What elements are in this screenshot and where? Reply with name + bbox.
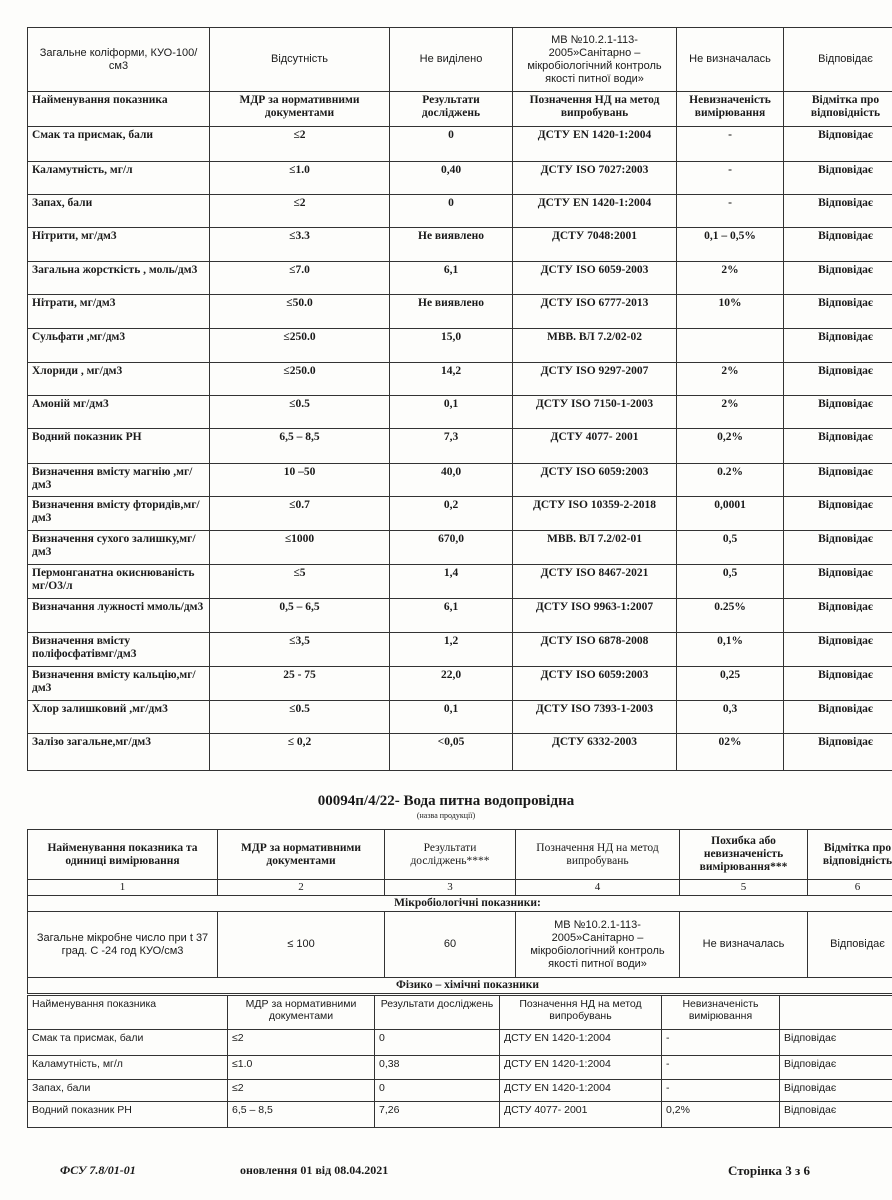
table-cell: Не виявлено xyxy=(390,295,513,329)
table-cell: ≤3.3 xyxy=(210,228,390,262)
table-cell: ДСТУ ISO 6059-2003 xyxy=(513,262,677,295)
micro-section-title xyxy=(28,896,892,912)
table-cell: Відповідає xyxy=(784,127,892,162)
table-cell: Відповідає xyxy=(784,295,892,329)
column-header: Невизначеність вимірювання xyxy=(662,996,780,1030)
micro-row xyxy=(28,912,892,978)
table-cell: 2% xyxy=(677,363,784,396)
table-cell: 25 - 75 xyxy=(210,667,390,701)
table-cell: Відповідає xyxy=(780,1030,892,1056)
table-cell: 0,40 xyxy=(390,162,513,195)
table-row xyxy=(28,262,892,295)
table-header xyxy=(28,830,892,880)
table-cell: 0,5 xyxy=(677,565,784,599)
table-cell: 0,25 xyxy=(677,667,784,701)
indicator-name: Визначення вмісту кальцію,мг/дм3 xyxy=(28,667,210,701)
table-cell: Відповідає xyxy=(784,531,892,565)
table-cell: 40,0 xyxy=(390,464,513,497)
column-header: Найменування показника xyxy=(28,92,210,127)
table-cell: - xyxy=(677,162,784,195)
column-header: Позначення НД на метод випробувань xyxy=(516,830,680,880)
column-number: 1 xyxy=(28,880,218,896)
indicator-name: Сульфати ,мг/дм3 xyxy=(28,329,210,363)
column-header: Найменування показника та одиниці вимірювання xyxy=(28,830,218,880)
column-header: Позначення НД на метод випробувань xyxy=(500,996,662,1030)
table-row xyxy=(28,295,892,329)
table-cell: Відповідає xyxy=(784,28,892,92)
table-cell: 0,0001 xyxy=(677,497,784,531)
table-cell: 1,2 xyxy=(390,633,513,667)
table-cell: - xyxy=(662,1030,780,1056)
table-cell: Відповідає xyxy=(784,429,892,464)
results-table xyxy=(27,27,892,771)
table-row xyxy=(28,531,892,565)
table-row xyxy=(28,329,892,363)
table-cell: ≤2 xyxy=(228,1030,375,1056)
table-cell: 14,2 xyxy=(390,363,513,396)
table-cell: 0,2% xyxy=(677,429,784,464)
table-cell: 02% xyxy=(677,734,784,771)
table-cell: ≤0.5 xyxy=(210,396,390,429)
table-cell: ≤3,5 xyxy=(210,633,390,667)
table-cell: ДСТУ ISO 8467-2021 xyxy=(513,565,677,599)
table-cell: ДСТУ 4077- 2001 xyxy=(513,429,677,464)
table-cell: Загальне мікробне число при t 37 град. С -24 год КУО/см3 xyxy=(28,912,218,978)
table-header xyxy=(28,92,892,127)
page-number: Сторінка 3 з 6 xyxy=(728,1163,811,1178)
indicator-name: Смак та присмак, бали xyxy=(28,1030,228,1056)
column-number: 5 xyxy=(680,880,808,896)
table-cell: 0 xyxy=(390,127,513,162)
indicator-name: Загальна жорсткість , моль/дм3 xyxy=(28,262,210,295)
table-cell: 0,1% xyxy=(677,633,784,667)
column-header: Результати досліджень**** xyxy=(385,830,516,880)
indicator-name: Пермонганатна окиснюваність мг/О3/л xyxy=(28,565,210,599)
table-cell: ДСТУ ISO 6059:2003 xyxy=(513,667,677,701)
table-cell: 0,2% xyxy=(662,1102,780,1128)
table-cell: 6,1 xyxy=(390,262,513,295)
table-cell: 0 xyxy=(375,1080,500,1102)
table-cell: Відповідає xyxy=(780,1102,892,1128)
table-cell: 0,1 – 0,5% xyxy=(677,228,784,262)
column-header xyxy=(780,996,892,1030)
table-cell: Відповідає xyxy=(784,228,892,262)
section-heading: Мікробіологічні показники: xyxy=(28,896,892,912)
table-cell: - xyxy=(662,1056,780,1080)
table-cell: ≤0.5 xyxy=(210,701,390,734)
table-cell: Відповідає xyxy=(784,497,892,531)
table-row xyxy=(28,464,892,497)
table-cell: - xyxy=(677,127,784,162)
indicator-name: Каламутність, мг/л xyxy=(28,1056,228,1080)
indicator-name: Нітрати, мг/дм3 xyxy=(28,295,210,329)
table-cell: Відповідає xyxy=(780,1056,892,1080)
table-cell: Не виявлено xyxy=(390,228,513,262)
table-cell: Відповідає xyxy=(784,363,892,396)
table-cell: Відповідає xyxy=(784,599,892,633)
column-header: Результати досліджень xyxy=(390,92,513,127)
table-cell: 2% xyxy=(677,396,784,429)
table-header xyxy=(28,996,892,1030)
product-subtitle: (назва продукції) xyxy=(416,811,476,820)
indicator-name: Запах, бали xyxy=(28,195,210,228)
table-cell: 10% xyxy=(677,295,784,329)
table-cell: ДСТУ EN 1420-1:2004 xyxy=(500,1080,662,1102)
table-cell: - xyxy=(677,195,784,228)
update-note: оновлення 01 від 08.04.2021 xyxy=(240,1163,389,1177)
column-number: 6 xyxy=(808,880,892,896)
table-cell: ДСТУ ISO 6878-2008 xyxy=(513,633,677,667)
table-cell: ≤1.0 xyxy=(228,1056,375,1080)
table-cell: 0,2 xyxy=(390,497,513,531)
table-cell: 0,5 xyxy=(677,531,784,565)
results-table-body xyxy=(28,28,892,771)
table-cell: 0 xyxy=(375,1030,500,1056)
indicator-name: Запах, бали xyxy=(28,1080,228,1102)
table-cell: Не визначалась xyxy=(680,912,808,978)
column-header: Позначення НД на метод випробувань xyxy=(513,92,677,127)
table-row xyxy=(28,565,892,599)
table-cell: МВВ. ВЛ 7.2/02-02 xyxy=(513,329,677,363)
table-cell: Відповідає xyxy=(784,701,892,734)
table-cell: 15,0 xyxy=(390,329,513,363)
table-cell: 0,1 xyxy=(390,396,513,429)
table-cell: ДСТУ EN 1420-1:2004 xyxy=(513,127,677,162)
indicator-name: Визначення сухого залишку,мг/дм3 xyxy=(28,531,210,565)
table-cell: ≤0.7 xyxy=(210,497,390,531)
column-header: МДР за нормативними документами xyxy=(218,830,385,880)
table-cell: ≤250.0 xyxy=(210,363,390,396)
column-header: Невизначеність вимірювання xyxy=(677,92,784,127)
table-cell: 6,5 – 8,5 xyxy=(210,429,390,464)
table-cell: Відповідає xyxy=(784,162,892,195)
indicator-name: Визначання лужності ммоль/дм3 xyxy=(28,599,210,633)
table-cell: 0 xyxy=(390,195,513,228)
table-cell: ДСТУ 6332-2003 xyxy=(513,734,677,771)
form-code: ФСУ 7.8/01-01 xyxy=(60,1163,136,1177)
table-cell xyxy=(677,329,784,363)
table-cell: 22,0 xyxy=(390,667,513,701)
table-cell: Відповідає xyxy=(784,565,892,599)
indicator-name: Визначення вмісту поліфосфатівмг/дм3 xyxy=(28,633,210,667)
table-cell: ДСТУ ISO 9963-1:2007 xyxy=(513,599,677,633)
indicator-name: Амоній мг/дм3 xyxy=(28,396,210,429)
table-cell: ≤1000 xyxy=(210,531,390,565)
table-cell: ≤7.0 xyxy=(210,262,390,295)
column-header: МДР за нормативними документами xyxy=(210,92,390,127)
column-header: Похибка або невизначеність вимірювання*** xyxy=(680,830,808,880)
column-header: Відмітка про відповідність xyxy=(808,830,892,880)
table-row xyxy=(28,701,892,734)
table-cell: ≤2 xyxy=(210,195,390,228)
column-number: 4 xyxy=(516,880,680,896)
table-cell: 7,26 xyxy=(375,1102,500,1128)
table-row xyxy=(28,162,892,195)
table-cell: 0.2% xyxy=(677,464,784,497)
indicator-name: Визначення вмісту фторидів,мг/дм3 xyxy=(28,497,210,531)
table-cell: ДСТУ EN 1420-1:2004 xyxy=(513,195,677,228)
phys-section-title xyxy=(28,978,892,994)
table-cell: Відповідає xyxy=(784,262,892,295)
table-cell: ДСТУ ISO 6777-2013 xyxy=(513,295,677,329)
table-cell: ДСТУ EN 1420-1:2004 xyxy=(500,1030,662,1056)
indicator-name: Визначення вмісту магнію ,мг/дм3 xyxy=(28,464,210,497)
table-row xyxy=(28,127,892,162)
coliform-row xyxy=(28,28,892,92)
table-row xyxy=(28,228,892,262)
table-cell: 2% xyxy=(677,262,784,295)
micro-table-body xyxy=(28,830,892,994)
physchem-table-body xyxy=(28,996,892,1128)
table-cell: ≤5 xyxy=(210,565,390,599)
indicator-name: Водний показник РН xyxy=(28,1102,228,1128)
table-row xyxy=(28,599,892,633)
indicator-name: Хлор залишковий ,мг/дм3 xyxy=(28,701,210,734)
table-cell: ≤50.0 xyxy=(210,295,390,329)
indicator-name: Каламутність, мг/л xyxy=(28,162,210,195)
indicator-name: Нітрити, мг/дм3 xyxy=(28,228,210,262)
table-cell: ДСТУ ISO 6059:2003 xyxy=(513,464,677,497)
table-cell: ≤2 xyxy=(210,127,390,162)
table-row xyxy=(28,667,892,701)
physchem-table xyxy=(27,995,892,1128)
table-cell: Відповідає xyxy=(784,464,892,497)
table-row xyxy=(28,734,892,771)
table-cell: 60 xyxy=(385,912,516,978)
table-cell: ДСТУ ISO 9297-2007 xyxy=(513,363,677,396)
table-cell: 0,38 xyxy=(375,1056,500,1080)
table-cell: Відповідає xyxy=(784,734,892,771)
table-row xyxy=(28,195,892,228)
table-cell: ≤ 100 xyxy=(218,912,385,978)
table-cell: - xyxy=(662,1080,780,1102)
table-cell: МВ №10.2.1-113-2005»Санітарно – мікробіологічний контроль якості питної води» xyxy=(513,28,677,92)
indicator-name: Смак та присмак, бали xyxy=(28,127,210,162)
indicator-name: Залізо загальне,мг/дм3 xyxy=(28,734,210,771)
table-cell: Не виділено xyxy=(390,28,513,92)
table-row xyxy=(28,363,892,396)
table-cell: ≤1.0 xyxy=(210,162,390,195)
table-row xyxy=(28,1030,892,1056)
table-cell: Відповідає xyxy=(808,912,892,978)
column-header: МДР за нормативними документами xyxy=(228,996,375,1030)
table-row xyxy=(28,1102,892,1128)
table-cell: МВВ. ВЛ 7.2/02-01 xyxy=(513,531,677,565)
table-cell: Відповідає xyxy=(784,667,892,701)
section-heading: Фізико – хімічні показники xyxy=(28,978,892,994)
table-cell: 0.25% xyxy=(677,599,784,633)
table-cell: ≤2 xyxy=(228,1080,375,1102)
table-cell: Відповідає xyxy=(784,396,892,429)
table-cell: 0,3 xyxy=(677,701,784,734)
table-cell: Відсутність xyxy=(210,28,390,92)
table-cell: 7,3 xyxy=(390,429,513,464)
table-row xyxy=(28,429,892,464)
table-cell: 0,1 xyxy=(390,701,513,734)
table-cell: ДСТУ ISO 7150-1-2003 xyxy=(513,396,677,429)
table-cell: ДСТУ EN 1420-1:2004 xyxy=(500,1056,662,1080)
table-cell: ДСТУ ISO 7393-1-2003 xyxy=(513,701,677,734)
table-row xyxy=(28,1080,892,1102)
indicator-name: Хлориди , мг/дм3 xyxy=(28,363,210,396)
table-cell: ДСТУ ISO 10359-2-2018 xyxy=(513,497,677,531)
table-cell: 6,1 xyxy=(390,599,513,633)
column-header: Результати досліджень xyxy=(375,996,500,1030)
column-numbers xyxy=(28,880,892,896)
table-row xyxy=(28,1056,892,1080)
table-cell: Відповідає xyxy=(780,1080,892,1102)
micro-table xyxy=(27,829,892,994)
column-header: Відмітка про відповідність xyxy=(784,92,892,127)
table-cell: 0,5 – 6,5 xyxy=(210,599,390,633)
table-cell: Відповідає xyxy=(784,633,892,667)
table-cell: Не визначалась xyxy=(677,28,784,92)
table-cell: 6,5 – 8,5 xyxy=(228,1102,375,1128)
table-row xyxy=(28,633,892,667)
table-row xyxy=(28,497,892,531)
column-number: 2 xyxy=(218,880,385,896)
table-row xyxy=(28,396,892,429)
table-cell: 10 –50 xyxy=(210,464,390,497)
table-cell: 670,0 xyxy=(390,531,513,565)
indicator-name: Водний показник РН xyxy=(28,429,210,464)
table-cell: МВ №10.2.1-113-2005»Санітарно – мікробіологічний контроль якості питної води» xyxy=(516,912,680,978)
table-cell: ДСТУ ISO 7027:2003 xyxy=(513,162,677,195)
column-number: 3 xyxy=(385,880,516,896)
product-title: 00094п/4/22- Вода питна водопровідна xyxy=(317,793,575,809)
table-cell: Відповідає xyxy=(784,195,892,228)
table-cell: ≤ 0,2 xyxy=(210,734,390,771)
table-cell: ДСТУ 7048:2001 xyxy=(513,228,677,262)
table-cell: <0,05 xyxy=(390,734,513,771)
column-header: Найменування показника xyxy=(28,996,228,1030)
table-cell: ДСТУ 4077- 2001 xyxy=(500,1102,662,1128)
page-footer xyxy=(0,1163,892,1179)
table-cell: Загальне коліформи, КУО-100/см3 xyxy=(28,28,210,92)
table-cell: Відповідає xyxy=(784,329,892,363)
table-cell: 1,4 xyxy=(390,565,513,599)
table-cell: ≤250.0 xyxy=(210,329,390,363)
